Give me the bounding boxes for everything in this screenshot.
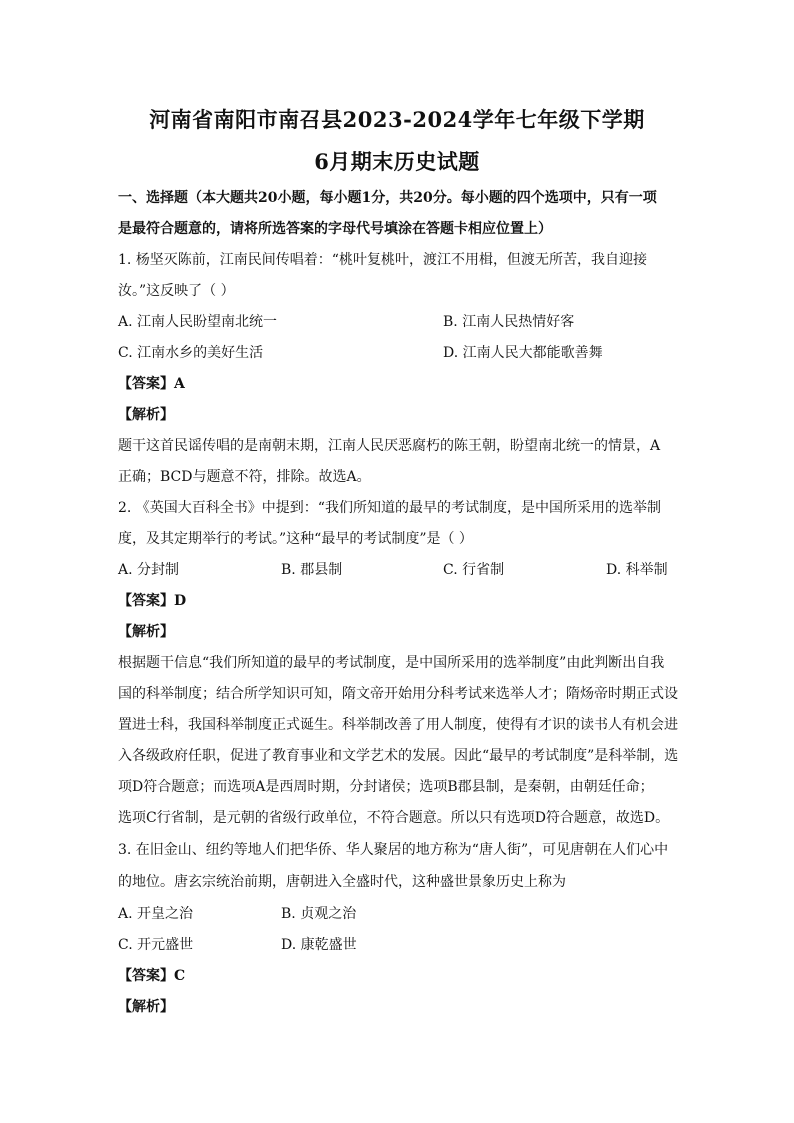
question-1-option-a: A. 江南人民盼望南北统一 bbox=[118, 314, 278, 330]
question-2-analysis-line4: 入各级政府任职，促进了教育事业和文学艺术的发展。因此“最早的考试制度”是科举制，选 bbox=[118, 748, 679, 764]
question-3-option-d: D. 康乾盛世 bbox=[281, 937, 357, 953]
question-2-analysis-line5: 项D符合题意；而选项A是西周时期，分封诸侯；选项B郡县制，是秦朝，由朝廷任命； bbox=[118, 779, 654, 795]
question-2-analysis-line6: 选项C行省制，是元朝的省级行政单位，不符合题意。所以只有选项D符合题意，故选D。 bbox=[118, 810, 670, 826]
question-1-option-c: C. 江南水乡的美好生活 bbox=[118, 345, 264, 361]
question-1-option-d: D. 江南人民大都能歌善舞 bbox=[443, 345, 603, 361]
question-3-option-c: C. 开元盛世 bbox=[118, 937, 194, 953]
question-1-analysis-line1: 题干这首民谣传唱的是南朝末期，江南人民厌恶腐朽的陈王朝，盼望南北统一的情景，A bbox=[118, 438, 661, 454]
section-heading-line2: 是最符合题意的，请将所选答案的字母代号填涂在答题卡相应位置上） bbox=[118, 221, 552, 237]
question-2-option-c: C. 行省制 bbox=[443, 562, 505, 578]
question-1-answer: 【答案】A bbox=[118, 376, 185, 392]
question-2-answer: 【答案】D bbox=[118, 593, 187, 609]
question-1-stem-line2: 汝。”这反映了（ ） bbox=[118, 283, 235, 299]
question-3-stem-line1: 3. 在旧金山、纽约等地人们把华侨、华人聚居的地方称为“唐人街”，可见唐朝在人们心中 bbox=[118, 842, 669, 858]
page-title-line2: 6月期末历史试题 bbox=[314, 149, 480, 174]
question-2-stem-line2: 度，及其定期举行的考试。”这种“最早的考试制度”是（ ） bbox=[118, 531, 473, 547]
question-3-option-a: A. 开皇之治 bbox=[118, 906, 194, 922]
question-2-analysis-line3: 置进士科，我国科举制度正式诞生。科举制改善了用人制度，使得有才识的读书人有机会进 bbox=[118, 717, 678, 733]
question-2-option-a: A. 分封制 bbox=[118, 562, 180, 578]
question-3-answer: 【答案】C bbox=[118, 968, 186, 984]
page-title-line1: 河南省南阳市南召县2023-2024学年七年级下学期 bbox=[149, 107, 645, 132]
question-2-analysis-line1: 根据题干信息“我们所知道的最早的考试制度，是中国所采用的选举制度”由此判断出自我 bbox=[118, 655, 665, 671]
question-2-stem-line1: 2. 《英国大百科全书》中提到：“我们所知道的最早的考试制度，是中国所采用的选举制 bbox=[118, 500, 661, 516]
question-3-stem-line2: 的地位。唐玄宗统治前期，唐朝进入全盛时代，这种盛世景象历史上称为 bbox=[118, 874, 566, 890]
section-heading-line1: 一、选择题（本大题共20小题，每小题1分，共20分。每小题的四个选项中，只有一项 bbox=[118, 190, 657, 206]
question-2-option-d: D. 科举制 bbox=[606, 562, 668, 578]
question-1-analysis-label: 【解析】 bbox=[118, 407, 174, 423]
question-1-stem-line1: 1. 杨坚灭陈前，江南民间传唱着：“桃叶复桃叶，渡江不用楫，但渡无所苦，我自迎接 bbox=[118, 252, 647, 268]
question-2-option-b: B. 郡县制 bbox=[281, 562, 343, 578]
question-2-analysis-label: 【解析】 bbox=[118, 624, 174, 640]
question-3-analysis-label: 【解析】 bbox=[118, 999, 174, 1015]
question-1-option-b: B. 江南人民热情好客 bbox=[443, 314, 575, 330]
question-3-option-b: B. 贞观之治 bbox=[281, 906, 357, 922]
question-1-analysis-line2: 正确；BCD与题意不符，排除。故选A。 bbox=[118, 469, 371, 485]
question-2-analysis-line2: 国的科举制度；结合所学知识可知，隋文帝开始用分科考试来选举人才；隋炀帝时期正式设 bbox=[118, 686, 678, 702]
